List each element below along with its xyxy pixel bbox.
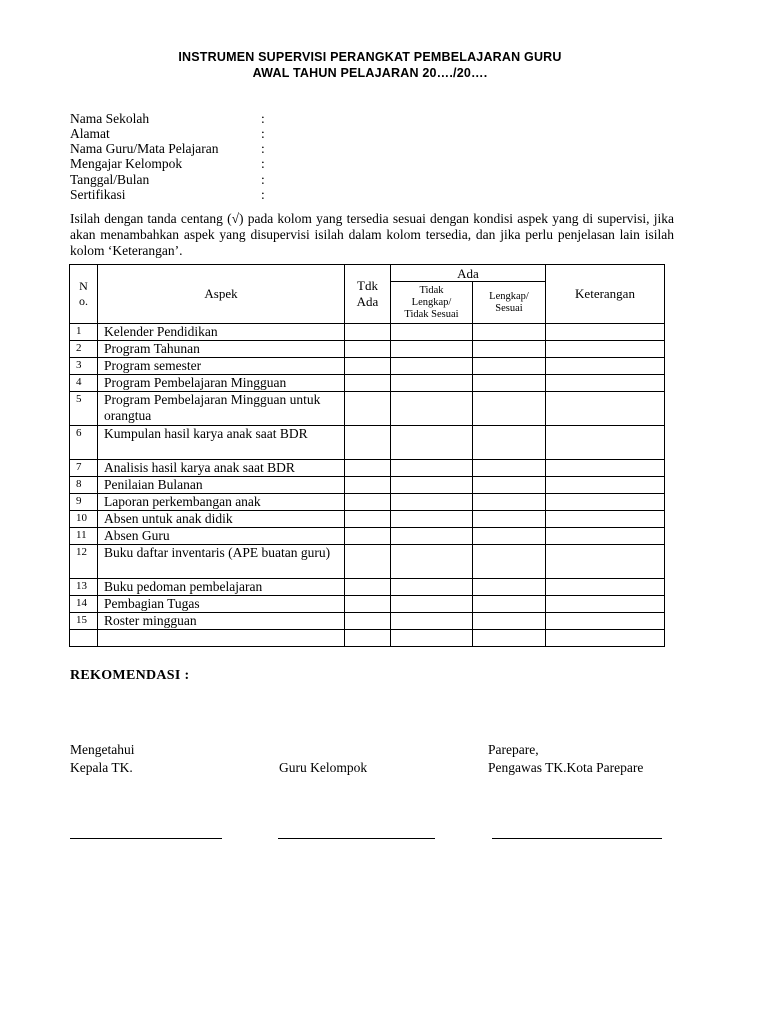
signature-left-line2: Kepala TK. [70,760,133,775]
row-aspek: Program Tahunan [98,341,345,358]
info-colon: : [261,172,265,187]
cell-tidak-lengkap[interactable] [391,579,473,596]
cell-tidak-lengkap[interactable] [391,477,473,494]
cell-lengkap-sesuai[interactable] [473,341,546,358]
cell-tdk-ada[interactable] [345,528,391,545]
table-row [70,426,665,460]
row-number: 7 [70,460,98,477]
info-colon: : [261,156,265,171]
header-tidak-lengkap-line1: Tidak [419,284,444,296]
row-number: 11 [70,528,98,545]
row-number: 1 [70,324,98,341]
header-tdk-line2: Ada [356,294,379,309]
table-row [70,511,665,528]
header-ada: Ada [391,265,546,282]
cell-tidak-lengkap[interactable] [391,511,473,528]
cell-keterangan[interactable] [546,545,665,579]
cell-tdk-ada[interactable] [345,477,391,494]
cell-tdk-ada[interactable] [345,613,391,630]
header-tdk-line1: Tdk [357,278,378,293]
header-no-line1: N [79,279,88,293]
info-label-sertifikasi: Sertifikasi [70,187,126,202]
header-lengkap-line1: Lengkap/ [489,290,529,302]
table-row [70,596,665,613]
row-aspek: Kumpulan hasil karya anak saat BDR [98,426,345,460]
cell-tidak-lengkap[interactable] [391,545,473,579]
table-row [70,477,665,494]
row-number: 12 [70,545,98,579]
row-number: 9 [70,494,98,511]
cell-keterangan[interactable] [546,494,665,511]
table-row [70,375,665,392]
cell-tdk-ada[interactable] [345,511,391,528]
header-tidak-lengkap-line3: Tidak Sesuai [404,308,459,320]
cell-tidak-lengkap[interactable] [391,375,473,392]
signature-right-line1: Parepare, [488,742,539,757]
cell-tdk-ada[interactable] [345,630,391,647]
document-title-line1: INSTRUMEN SUPERVISI PERANGKAT PEMBELAJARAN GURU [178,50,562,64]
cell-tidak-lengkap[interactable] [391,528,473,545]
cell-lengkap-sesuai[interactable] [473,324,546,341]
instructions-paragraph: Isilah dengan tanda centang (√) pada kolom yang tersedia sesuai dengan kondisi aspek yang di supervisi, jika akan menambahkan aspek yang disupervisi isilah dalam kolom tersedia, dan jika perlu penjelasan lain isilah kolom ‘Keterangan’. [70,211,674,258]
cell-lengkap-sesuai[interactable] [473,358,546,375]
header-lengkap-sesuai [473,282,546,324]
cell-tdk-ada[interactable] [345,545,391,579]
cell-lengkap-sesuai[interactable] [473,494,546,511]
row-number [70,630,98,647]
cell-keterangan[interactable] [546,375,665,392]
row-aspek: Laporan perkembangan anak [98,494,345,511]
cell-tdk-ada[interactable] [345,579,391,596]
row-aspek: Kelender Pendidikan [98,324,345,341]
cell-tdk-ada[interactable] [345,426,391,460]
signature-middle [279,759,367,777]
table-row [70,494,665,511]
row-number: 14 [70,596,98,613]
document-title-line2: AWAL TAHUN PELAJARAN 20…./20…. [252,66,488,80]
cell-lengkap-sesuai[interactable] [473,630,546,647]
header-keterangan: Keterangan [546,265,665,324]
signature-line-middle [278,838,435,839]
row-aspek: Pembagian Tugas [98,596,345,613]
row-number: 6 [70,426,98,460]
cell-tdk-ada[interactable] [345,596,391,613]
cell-tidak-lengkap[interactable] [391,392,473,426]
cell-tidak-lengkap[interactable] [391,341,473,358]
cell-lengkap-sesuai[interactable] [473,460,546,477]
header-tidak-lengkap [391,282,473,324]
info-colon: : [261,111,265,126]
header-no [70,265,98,324]
cell-keterangan[interactable] [546,460,665,477]
row-aspek: Program semester [98,358,345,375]
cell-keterangan[interactable] [546,511,665,528]
row-number: 5 [70,392,98,426]
row-aspek: Penilaian Bulanan [98,477,345,494]
table-body [70,324,665,647]
supervision-table [69,264,665,647]
cell-lengkap-sesuai[interactable] [473,579,546,596]
row-number: 2 [70,341,98,358]
cell-tidak-lengkap[interactable] [391,494,473,511]
cell-keterangan[interactable] [546,477,665,494]
table-row [70,358,665,375]
cell-keterangan[interactable] [546,630,665,647]
row-aspek [98,630,345,647]
row-number: 8 [70,477,98,494]
signature-left [70,741,134,777]
cell-tidak-lengkap[interactable] [391,324,473,341]
cell-tdk-ada[interactable] [345,392,391,426]
table-row [70,630,665,647]
cell-keterangan[interactable] [546,596,665,613]
header-tdk-ada [345,265,391,324]
header-aspek: Aspek [98,265,345,324]
cell-tdk-ada[interactable] [345,375,391,392]
cell-keterangan[interactable] [546,358,665,375]
info-label-tanggal-bulan: Tanggal/Bulan [70,172,150,187]
cell-lengkap-sesuai[interactable] [473,426,546,460]
cell-lengkap-sesuai[interactable] [473,528,546,545]
rekomendasi-heading: REKOMENDASI : [70,668,190,683]
header-lengkap-line2: Sesuai [495,302,523,314]
cell-keterangan[interactable] [546,579,665,596]
signature-line-right [492,838,662,839]
info-label-mengajar-kelompok: Mengajar Kelompok [70,156,183,171]
cell-keterangan[interactable] [546,324,665,341]
cell-lengkap-sesuai[interactable] [473,596,546,613]
table-row [70,392,665,426]
cell-tdk-ada[interactable] [345,358,391,375]
cell-tdk-ada[interactable] [345,494,391,511]
cell-lengkap-sesuai[interactable] [473,375,546,392]
cell-lengkap-sesuai[interactable] [473,392,546,426]
table-row [70,528,665,545]
cell-tdk-ada[interactable] [345,460,391,477]
table-row [70,324,665,341]
table-row [70,579,665,596]
row-aspek: Buku pedoman pembelajaran [98,579,345,596]
row-aspek: Absen untuk anak didik [98,511,345,528]
info-colon: : [261,126,265,141]
cell-tidak-lengkap[interactable] [391,596,473,613]
row-number: 10 [70,511,98,528]
signature-right-line2: Pengawas TK.Kota Parepare [488,760,644,775]
row-aspek: Analisis hasil karya anak saat BDR [98,460,345,477]
cell-tidak-lengkap[interactable] [391,613,473,630]
info-label-nama-sekolah: Nama Sekolah [70,111,150,126]
table-row [70,341,665,358]
signature-right [488,741,643,777]
cell-keterangan[interactable] [546,392,665,426]
row-number: 4 [70,375,98,392]
table-row [70,613,665,630]
row-aspek: Buku daftar inventaris (APE buatan guru) [98,545,345,579]
row-aspek: Roster mingguan [98,613,345,630]
cell-tidak-lengkap[interactable] [391,460,473,477]
table-row [70,460,665,477]
signature-line-left [70,838,222,839]
info-colon: : [261,187,265,202]
info-label-nama-guru: Nama Guru/Mata Pelajaran [70,141,219,156]
row-number: 13 [70,579,98,596]
cell-keterangan[interactable] [546,528,665,545]
cell-tdk-ada[interactable] [345,341,391,358]
signature-middle-line2: Guru Kelompok [279,760,368,775]
table-row [70,545,665,579]
header-no-line2: o. [79,294,88,308]
cell-lengkap-sesuai[interactable] [473,613,546,630]
cell-lengkap-sesuai[interactable] [473,511,546,528]
row-number: 15 [70,613,98,630]
cell-tidak-lengkap[interactable] [391,630,473,647]
cell-lengkap-sesuai[interactable] [473,477,546,494]
signature-left-line1: Mengetahui [70,742,135,757]
row-aspek: Program Pembelajaran Mingguan untuk orangtua [98,392,345,426]
cell-tdk-ada[interactable] [345,324,391,341]
cell-keterangan[interactable] [546,341,665,358]
cell-tidak-lengkap[interactable] [391,358,473,375]
row-aspek: Program Pembelajaran Mingguan [98,375,345,392]
cell-tidak-lengkap[interactable] [391,426,473,460]
cell-keterangan[interactable] [546,613,665,630]
info-colon: : [261,141,265,156]
row-number: 3 [70,358,98,375]
cell-lengkap-sesuai[interactable] [473,545,546,579]
row-aspek: Absen Guru [98,528,345,545]
header-tidak-lengkap-line2: Lengkap/ [411,296,452,308]
info-label-alamat: Alamat [70,126,110,141]
cell-keterangan[interactable] [546,426,665,460]
